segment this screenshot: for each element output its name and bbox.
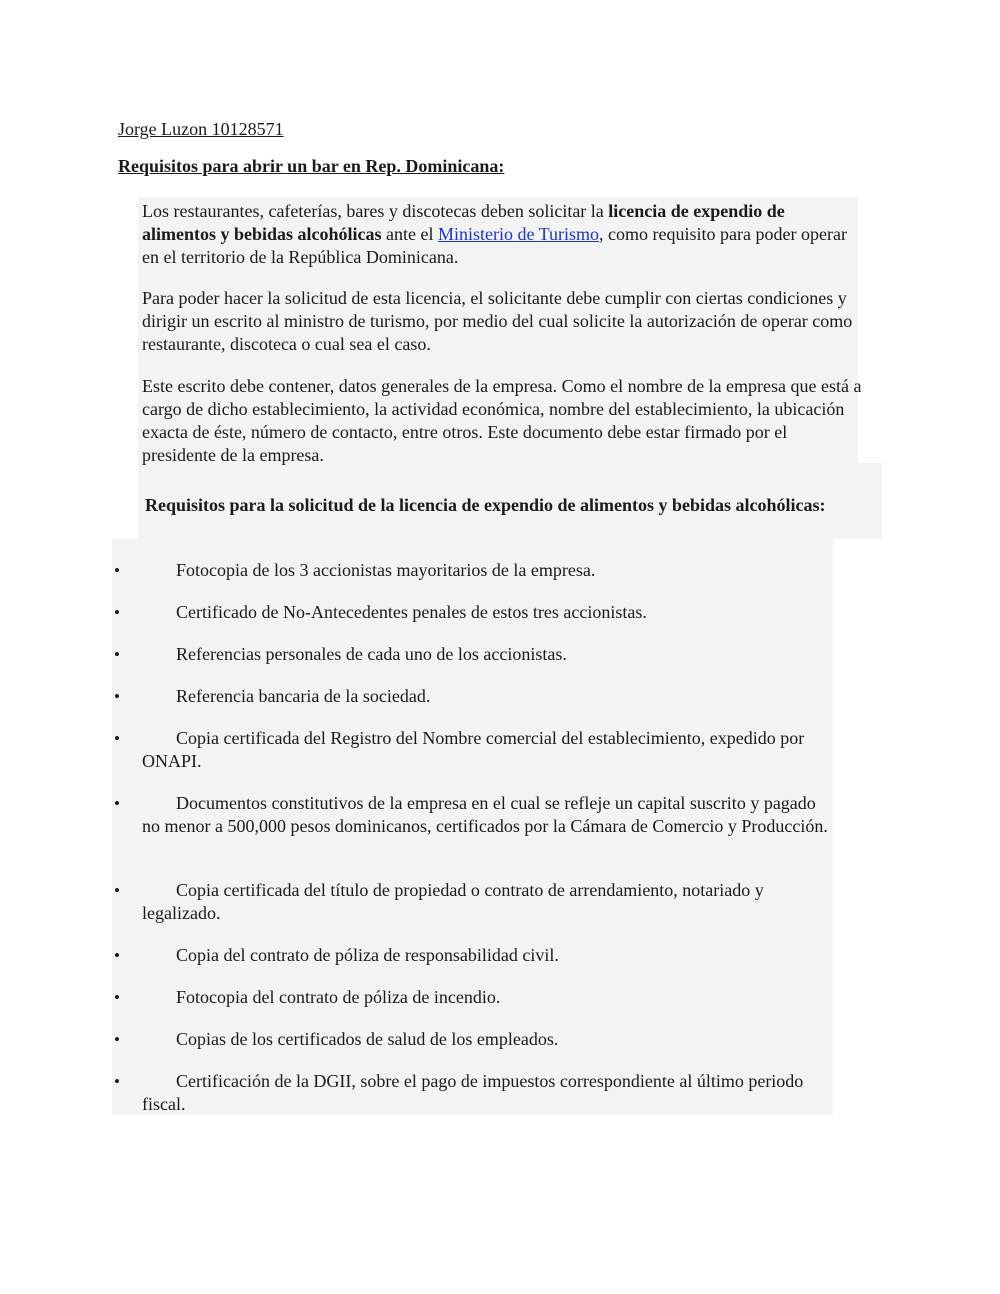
list-item-text: Certificado de No-Antecedentes penales de estos tres accionistas. [176,602,647,622]
intro-text: Los restaurantes, cafeterías, bares y discotecas deben solicitar la [142,201,609,221]
bullet-icon: • [114,946,120,965]
list-item-text: Certificación de la DGII, sobre el pago de impuestos correspondiente al último periodo fiscal. [142,1071,804,1114]
bullet-icon: • [114,645,120,664]
intro-bold-license: licencia de expendio de alimentos y bebidas alcohólicas [142,201,785,244]
list-item [114,986,832,1009]
bullet-icon: • [114,988,120,1007]
list-item [114,944,832,967]
ministerio-link[interactable]: Ministerio de Turismo [438,224,600,244]
list-item-text: Referencias personales de cada uno de los accionistas. [176,644,567,664]
author-line: Jorge Luzon 10128571 [118,119,284,139]
list-item [114,559,832,582]
list-item [114,1070,832,1116]
list-item [114,601,832,624]
list-item-text: Documentos constitutivos de la empresa en el cual se refleje un capital suscrito y pagado no menor a 500,000 pesos dominicanos, certificados por la Cámara de Comercio y Producción. [142,793,828,836]
page-title: Requisitos para abrir un bar en Rep. Dominicana: [118,156,505,176]
list-item-text: Fotocopia de los 3 accionistas mayoritarios de la empresa. [176,560,596,580]
list-item [114,879,832,925]
list-item [114,1028,832,1051]
list-item-text: Fotocopia del contrato de póliza de incendio. [176,987,501,1007]
list-item-text: Copias de los certificados de salud de los empleados. [176,1029,559,1049]
list-item [114,792,832,838]
bullet-icon: • [114,1072,120,1091]
list-item-text: Copia certificada del título de propiedad o contrato de arrendamiento, notariado y legalizado. [142,880,764,923]
intro-paragraph-3: Este escrito debe contener, datos generales de la empresa. Como el nombre de la empresa que está a cargo de dicho establecimiento, la actividad económica, nombre del establecimiento, la ubicación exacta de éste, número de contacto, entre otros. Este documento debe estar firmado por el presidente de la empresa. [142,376,862,465]
list-item [114,643,832,666]
list-item-text: Copia del contrato de póliza de responsabilidad civil. [176,945,559,965]
list-item-text: Copia certificada del Registro del Nombre comercial del establecimiento, expedido por ONAPI. [142,728,805,771]
bullet-icon: • [114,561,120,580]
requirements-title: Requisitos para la solicitud de la licencia de expendio de alimentos y bebidas alcohólicas: [145,495,826,515]
bullet-icon: • [114,881,120,900]
bullet-icon: • [114,687,120,706]
intro-paragraph-1 [142,200,862,269]
bullet-icon: • [114,729,120,748]
list-item-text: Referencia bancaria de la sociedad. [176,686,431,706]
bullet-icon: • [114,794,120,813]
list-item [114,685,832,708]
bullet-icon: • [114,603,120,622]
intro-paragraph-2: Para poder hacer la solicitud de esta licencia, el solicitante debe cumplir con ciertas condiciones y dirigir un escrito al ministro de turismo, por medio del cual solicite la autorización de operar como restaurante, discoteca o cual sea el caso. [142,288,853,354]
intro-text: , como requisito para poder operar en el territorio de la República Dominicana. [142,224,847,267]
list-item [114,727,832,773]
bullet-icon: • [114,1030,120,1049]
intro-text: ante el [381,224,439,244]
